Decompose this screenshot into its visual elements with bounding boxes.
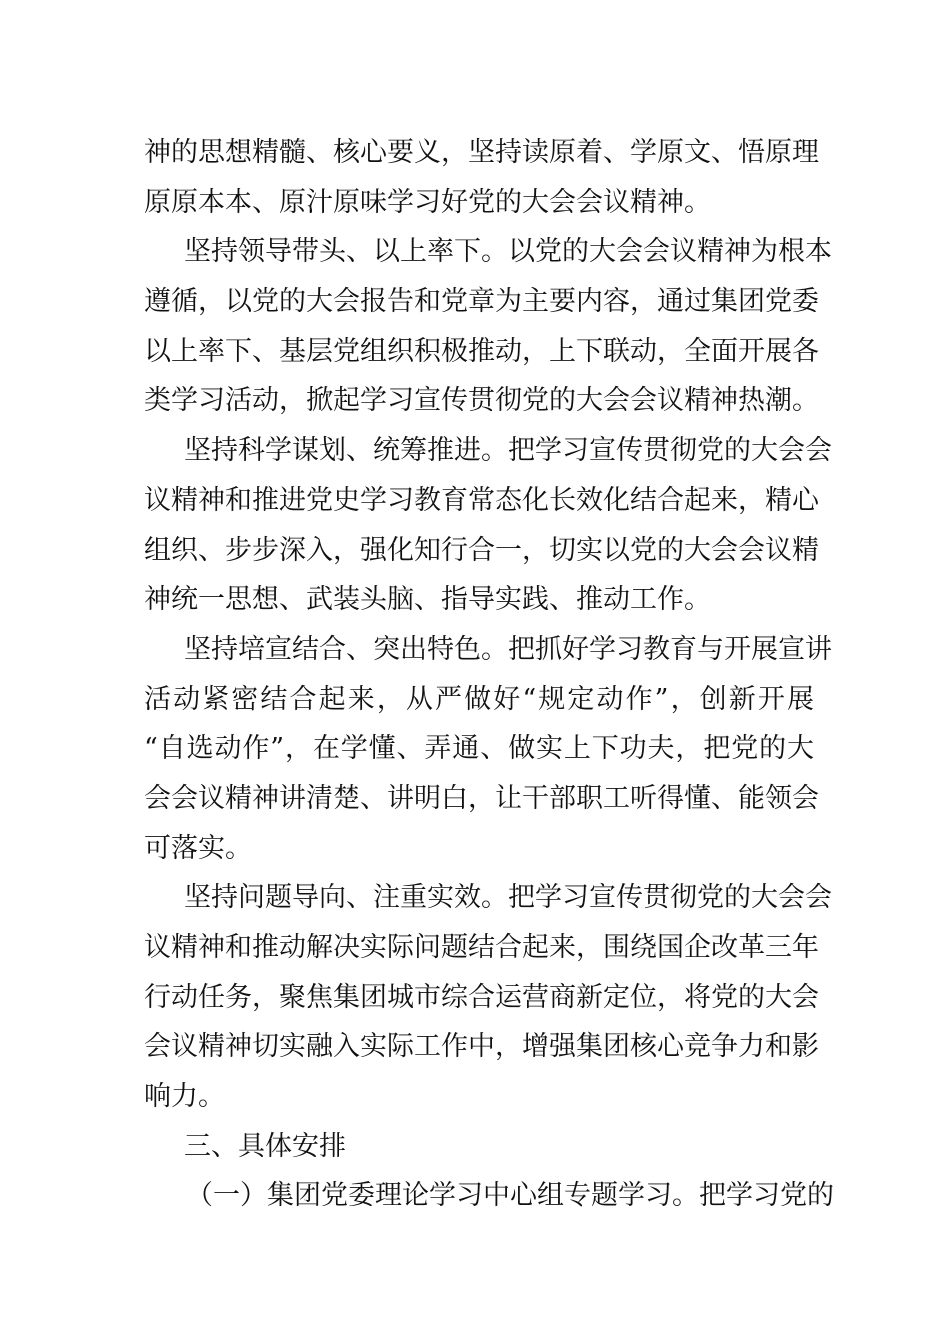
text-line: 会会议精神讲清楚、讲明白，让干部职工听得懂、能领会 (144, 782, 819, 814)
text-line: 神的思想精髓、核心要义，坚持读原着、学原文、悟原理 (144, 137, 819, 168)
paragraph-first-line: 坚持科学谋划、统筹推进。把学习宣传贯彻党的大会会 (184, 435, 832, 467)
text-line: 神统一思想、武装头脑、指导实践、推动工作。 (144, 584, 711, 616)
text-line: “自选动作”，在学懂、弄通、做实上下功夫，把党的大 (144, 733, 814, 765)
text-line: 组织、步步深入，强化知行合一，切实以党的大会会议精 (144, 534, 819, 566)
document-body (144, 128, 834, 1221)
paragraph-first-line: 坚持问题导向、注重实效。把学习宣传贯彻党的大会会 (184, 882, 832, 914)
text-line: 活动紧密结合起来，从严做好“规定动作”，创新开展 (144, 683, 814, 715)
text-line: 遵循，以党的大会报告和党章为主要内容，通过集团党委 (144, 286, 819, 318)
section-heading: 三、具体安排 (184, 1130, 346, 1162)
text-line: 以上率下、基层党组织积极推动，上下联动，全面开展各 (144, 335, 819, 367)
paragraph-first-line: 坚持培宣结合、突出特色。把抓好学习教育与开展宣讲 (184, 633, 832, 665)
text-line: 议精神和推进党史学习教育常态化长效化结合起来，精心 (144, 484, 819, 516)
text-line: 响力。 (144, 1081, 225, 1113)
text-line: 可落实。 (144, 832, 252, 864)
text-line: 会议精神切实融入实际工作中，增强集团核心竞争力和影 (144, 1031, 819, 1063)
text-line: 行动任务，聚焦集团城市综合运营商新定位，将党的大会 (144, 981, 819, 1013)
text-line: 议精神和推动解决实际问题结合起来，围绕国企改革三年 (144, 932, 819, 963)
paragraph-first-line: 坚持领导带头、以上率下。以党的大会会议精神为根本 (184, 236, 832, 268)
subsection-heading-line: （一）集团党委理论学习中心组专题学习。把学习党的 (186, 1180, 834, 1212)
text-line: 类学习活动，掀起学习宣传贯彻党的大会会议精神热潮。 (144, 385, 819, 417)
text-line: 原原本本、原汁原味学习好党的大会会议精神。 (144, 186, 711, 218)
